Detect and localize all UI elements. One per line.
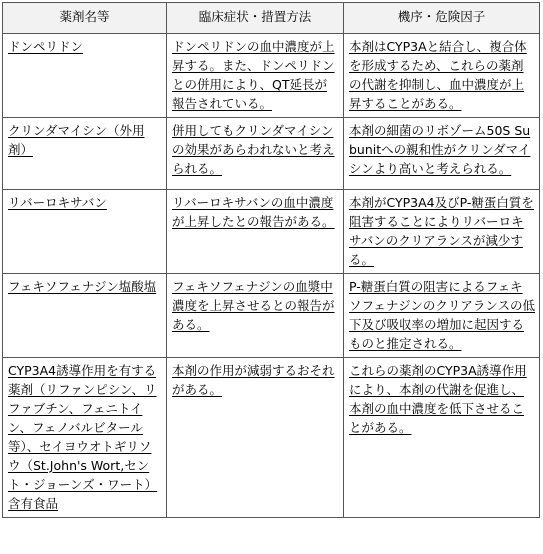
header-mechanism: 機序・危険因子	[344, 3, 540, 34]
table-row	[3, 118, 540, 190]
symptom-cell	[167, 358, 344, 518]
mechanism-cell	[344, 118, 540, 190]
mechanism-text: 本剤がCYP3A4及びP-糖蛋白質を阻害することによりリバーロキサバンのクリアランスが減少する。	[349, 195, 534, 267]
symptom-cell	[167, 274, 344, 358]
mechanism-text: 本剤の細菌のリボゾーム50S Subunitへの親和性がクリンダマイシンより高いと考えられる。	[349, 123, 531, 176]
mechanism-text: P-糖蛋白質の阻害によるフェキソフェナジンのクリアランスの低下及び吸収率の増加に起因するものと推定される。	[349, 279, 535, 351]
drug-name-link[interactable]: ドンペリドン	[8, 39, 84, 54]
drug-name-cell	[3, 274, 167, 358]
table-row	[3, 274, 540, 358]
mechanism-cell	[344, 34, 540, 118]
symptom-cell	[167, 34, 344, 118]
drug-name-link[interactable]: CYP3A4誘導作用を有する薬剤（リファンピシン、リファブチン、フェニトイン、フェノバルビタール等）、セイヨウオトギリソウ（St.John's Wort,セント・ジョーンズ・ワート）含有食品	[8, 363, 158, 511]
symptom-text: ドンペリドンの血中濃度が上昇する。また、ドンペリドンとの併用により、QT延長が報告されている。	[172, 39, 335, 111]
symptom-text: 併用してもクリンダマイシンの効果があらわれないと考えられる。	[172, 123, 335, 176]
header-drug-name: 薬剤名等	[3, 3, 167, 34]
drug-name-cell	[3, 190, 167, 274]
drug-name-link[interactable]: フェキソフェナジン塩酸塩	[8, 279, 157, 294]
drug-name-link[interactable]: リバーロキサバン	[8, 195, 107, 210]
symptom-cell	[167, 190, 344, 274]
drug-name-cell	[3, 34, 167, 118]
drug-name-link[interactable]: クリンダマイシン（外用剤）	[8, 123, 145, 157]
table-row	[3, 190, 540, 274]
table-row	[3, 358, 540, 518]
symptom-text: 本剤の作用が減弱するおそれがある。	[172, 363, 335, 397]
symptom-text: フェキソフェナジンの血漿中濃度を上昇させるとの報告がある。	[172, 279, 335, 332]
drug-interaction-table	[2, 2, 540, 518]
mechanism-cell	[344, 190, 540, 274]
symptom-text: リバーロキサバンの血中濃度が上昇したとの報告がある。	[172, 195, 335, 229]
header-row	[3, 3, 540, 34]
drug-name-cell	[3, 118, 167, 190]
mechanism-text: これらの薬剤のCYP3A誘導作用により、本剤の代謝を促進し、本剤の血中濃度を低下させることがある。	[349, 363, 527, 435]
mechanism-cell	[344, 274, 540, 358]
symptom-cell	[167, 118, 344, 190]
header-clinical-symptoms: 臨床症状・措置方法	[167, 3, 344, 34]
table-row	[3, 34, 540, 118]
mechanism-text: 本剤はCYP3Aと結合し、複合体を形成するため、これらの薬剤の代謝を抑制し、血中濃度が上昇することがある。	[349, 39, 527, 111]
mechanism-cell	[344, 358, 540, 518]
drug-name-cell	[3, 358, 167, 518]
